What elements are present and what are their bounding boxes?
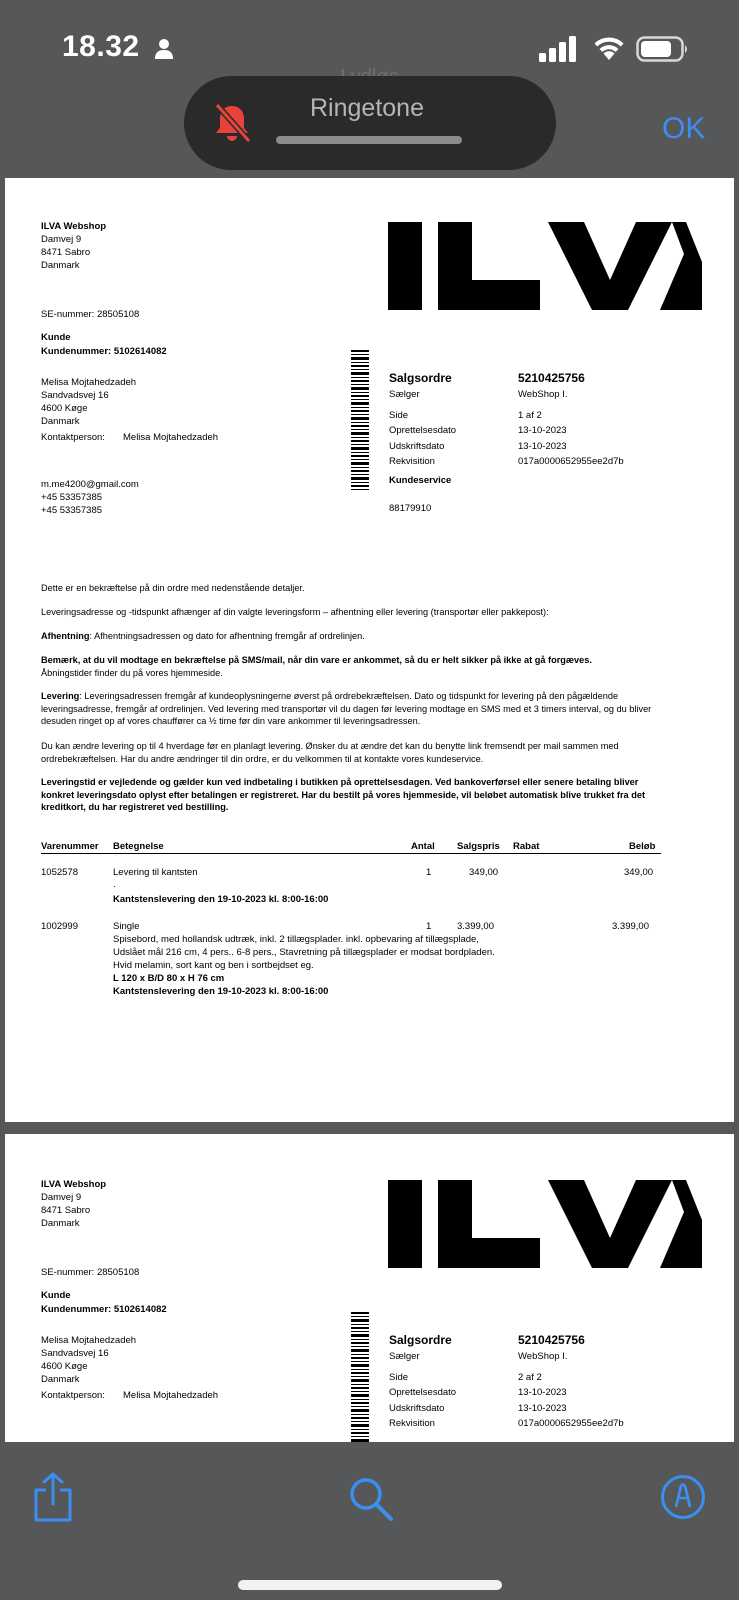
customer-country: Danmark bbox=[41, 1374, 80, 1385]
markup-pen-icon[interactable] bbox=[660, 1474, 706, 1520]
paragraph-delivery-form: Leveringsadresse og -tidspunkt afhænger af din valgte leveringsform – afhentning eller levering (transportør eller pakkepost): bbox=[41, 607, 549, 617]
rekvisition-value: 017a0000652955ee2d7b bbox=[518, 1418, 624, 1429]
col-salgspris: Salgspris bbox=[457, 841, 500, 852]
contact-name: Melisa Mojtahedzadeh bbox=[123, 432, 219, 443]
customer-street: Sandvadsvej 16 bbox=[41, 1348, 109, 1359]
se-number: SE-nummer: 28505108 bbox=[41, 309, 140, 320]
row-1-delivery: Kantstenslevering den 19-10-2023 kl. 8:00-16:00 bbox=[113, 894, 329, 905]
search-icon[interactable] bbox=[348, 1476, 394, 1522]
oprettet-label: Oprettelsesdato bbox=[389, 1387, 457, 1398]
col-varenummer: Varenummer bbox=[41, 841, 99, 852]
row-2-desc-1: Spisebord, med hollandsk udtræk, inkl. 2 tillægsplader. inkl. opbevaring af tillægsplade, bbox=[113, 934, 479, 945]
kundeservice-phone: 88179910 bbox=[389, 503, 432, 514]
company-country: Danmark bbox=[41, 260, 80, 271]
order-number: 5210425756 bbox=[518, 371, 585, 385]
row-2-belob: 3.399,00 bbox=[612, 921, 649, 932]
row-2-antal: 1 bbox=[426, 921, 432, 932]
order-title: Salgsordre bbox=[389, 1333, 452, 1347]
paragraph-levering bbox=[41, 690, 661, 728]
customer-city: 4600 Køge bbox=[41, 1361, 88, 1372]
barcode-icon bbox=[351, 1312, 369, 1452]
company-name: ILVA Webshop bbox=[41, 221, 107, 232]
row-1-betegnelse: Levering til kantsten bbox=[113, 867, 198, 878]
home-indicator[interactable] bbox=[238, 1580, 502, 1590]
signal-icon bbox=[538, 36, 578, 62]
bottom-toolbar bbox=[0, 1442, 739, 1600]
document-page-1 bbox=[5, 178, 734, 1122]
table-header bbox=[41, 840, 661, 854]
se-number: SE-nummer: 28505108 bbox=[41, 1267, 140, 1278]
col-rabat: Rabat bbox=[513, 841, 540, 852]
ilva-logo-icon bbox=[388, 222, 702, 310]
notice-text: Åbningstider finder du på vores hjemmeside. bbox=[41, 667, 223, 678]
pickup-heading: Afhentning bbox=[41, 631, 90, 641]
company-city: 8471 Sabro bbox=[41, 247, 91, 258]
col-antal: Antal bbox=[411, 841, 435, 852]
person-icon bbox=[154, 38, 174, 60]
row-2-desc-3: Hvid melamin, sort kant og ben i sortbejdset eg. bbox=[113, 960, 314, 971]
notice-bold: Bemærk, at du vil modtage en bekræftelse på SMS/mail, når din vare er ankommet, så du er helt sikker på ikke at gå forgæves. bbox=[41, 655, 592, 665]
row-2-salgspris: 3.399,00 bbox=[457, 921, 494, 932]
kunde-label: Kunde bbox=[41, 332, 71, 343]
side-value: 2 af 2 bbox=[518, 1372, 542, 1383]
company-country: Danmark bbox=[41, 1218, 80, 1229]
company-street: Damvej 9 bbox=[41, 1192, 82, 1203]
contact-label: Kontaktperson: bbox=[41, 432, 105, 443]
ilva-logo-icon bbox=[388, 1180, 702, 1268]
col-belob: Beløb bbox=[629, 841, 656, 852]
oprettet-value: 13-10-2023 bbox=[518, 425, 567, 436]
levering-heading: Levering bbox=[41, 691, 80, 701]
customer-email: m.me4200@gmail.com bbox=[41, 479, 139, 490]
rekvisition-label: Rekvisition bbox=[389, 456, 435, 467]
battery-icon bbox=[636, 36, 690, 62]
company-name: ILVA Webshop bbox=[41, 1179, 107, 1190]
customer-street: Sandvadsvej 16 bbox=[41, 390, 109, 401]
udskrift-label: Udskriftsdato bbox=[389, 441, 445, 452]
order-number: 5210425756 bbox=[518, 1333, 585, 1347]
row-1-antal: 1 bbox=[426, 867, 432, 878]
saelger-value: WebShop I. bbox=[518, 1351, 568, 1362]
row-2-dims: L 120 x B/D 80 x H 76 cm bbox=[113, 973, 225, 984]
paragraph-notice bbox=[41, 654, 661, 679]
paragraph-delivery-time: Leveringstid er vejledende og gælder kun ved indbetaling i butikken på oprettelsesdagen. Ved bankoverførsel eller senere betaling bliver konkret leveringsdato oplyst efter betalingen er registreret. Har du bestilt på vores hjemmeside, vil beløbet automatisk blive trukket fra det kreditkort, du har registreret ved bestilling. bbox=[41, 777, 646, 813]
contact-name: Melisa Mojtahedzadeh bbox=[123, 1390, 219, 1401]
customer-name: Melisa Mojtahedzadeh bbox=[41, 377, 137, 388]
pickup-text: : Afhentningsadressen og dato for afhentning fremgår af ordrelinjen. bbox=[89, 631, 365, 641]
kunde-label: Kunde bbox=[41, 1290, 71, 1301]
company-street: Damvej 9 bbox=[41, 234, 82, 245]
kundeservice-label: Kundeservice bbox=[389, 475, 452, 486]
row-1-varenummer: 1052578 bbox=[41, 867, 78, 878]
row-1-dot: . bbox=[113, 879, 116, 890]
customer-city: 4600 Køge bbox=[41, 403, 88, 414]
barcode-icon bbox=[351, 350, 369, 490]
rekvisition-label: Rekvisition bbox=[389, 1418, 435, 1429]
bell-slash-icon bbox=[212, 102, 252, 144]
rekvisition-value: 017a0000652955ee2d7b bbox=[518, 456, 624, 467]
ok-button[interactable]: OK bbox=[662, 112, 706, 145]
contact-label: Kontaktperson: bbox=[41, 1390, 105, 1401]
side-value: 1 af 2 bbox=[518, 410, 542, 421]
row-2-betegnelse: Single bbox=[113, 921, 140, 932]
saelger-label: Sælger bbox=[389, 1351, 420, 1362]
row-1-belob: 349,00 bbox=[624, 867, 654, 878]
paragraph-intro: Dette er en bekræftelse på din ordre med nedenstående detaljer. bbox=[41, 583, 305, 593]
udskrift-label: Udskriftsdato bbox=[389, 1403, 445, 1414]
wifi-icon bbox=[592, 33, 626, 61]
row-2-desc-2: Udslået mål 216 cm, 4 pers.. 6-8 pers., Stavretning på tillægsplader er modsat bordpladen. bbox=[113, 947, 495, 958]
saelger-value: WebShop I. bbox=[518, 389, 568, 400]
volume-bar bbox=[276, 136, 462, 144]
status-time: 18.32 bbox=[62, 30, 140, 63]
levering-text: : Leveringsadressen fremgår af kundeoplysningerne øverst på ordrebekræftelsen. Dato og tidspunkt for levering på den pågældende leveringsadresse, fremgår af ordrelinjen. Ved levering med transportør vil du dagen før levering modtage en SMS med et 3 timers interval, og du bliver desuden ringet op af vores chauffører ca ½ time før din vare ankommer til leveringsadressen. bbox=[41, 691, 652, 727]
row-2-varenummer: 1002999 bbox=[41, 921, 78, 932]
order-title: Salgsordre bbox=[389, 371, 452, 385]
side-label: Side bbox=[389, 410, 409, 421]
share-icon[interactable] bbox=[32, 1472, 74, 1522]
kundenummer: Kundenummer: 5102614082 bbox=[41, 1304, 167, 1315]
saelger-label: Sælger bbox=[389, 389, 420, 400]
udskrift-value: 13-10-2023 bbox=[518, 441, 567, 452]
ringer-label: Ringetone bbox=[310, 94, 424, 122]
oprettet-label: Oprettelsesdato bbox=[389, 425, 457, 436]
kundenummer: Kundenummer: 5102614082 bbox=[41, 346, 167, 357]
oprettet-value: 13-10-2023 bbox=[518, 1387, 567, 1398]
row-2-delivery: Kantstenslevering den 19-10-2023 kl. 8:00-16:00 bbox=[113, 986, 329, 997]
ringer-switch-banner bbox=[184, 76, 556, 170]
col-betegnelse: Betegnelse bbox=[113, 841, 164, 852]
company-city: 8471 Sabro bbox=[41, 1205, 91, 1216]
row-1-salgspris: 349,00 bbox=[469, 867, 499, 878]
udskrift-value: 13-10-2023 bbox=[518, 1403, 567, 1414]
paragraph-change: Du kan ændre levering op til 4 hverdage før en planlagt levering. Ønsker du at ændre det kan du benytte link fremsendt per mail sammen med ordrebekræftelsen. Har du andre ændringer til din ordre, er du velkommen til at kontakte vores kundeservice. bbox=[41, 741, 619, 764]
customer-phone-2: +45 53357385 bbox=[41, 505, 103, 516]
side-label: Side bbox=[389, 1372, 409, 1383]
customer-phone-1: +45 53357385 bbox=[41, 492, 103, 503]
paragraph-pickup bbox=[41, 630, 661, 643]
customer-name: Melisa Mojtahedzadeh bbox=[41, 1335, 137, 1346]
customer-country: Danmark bbox=[41, 416, 80, 427]
